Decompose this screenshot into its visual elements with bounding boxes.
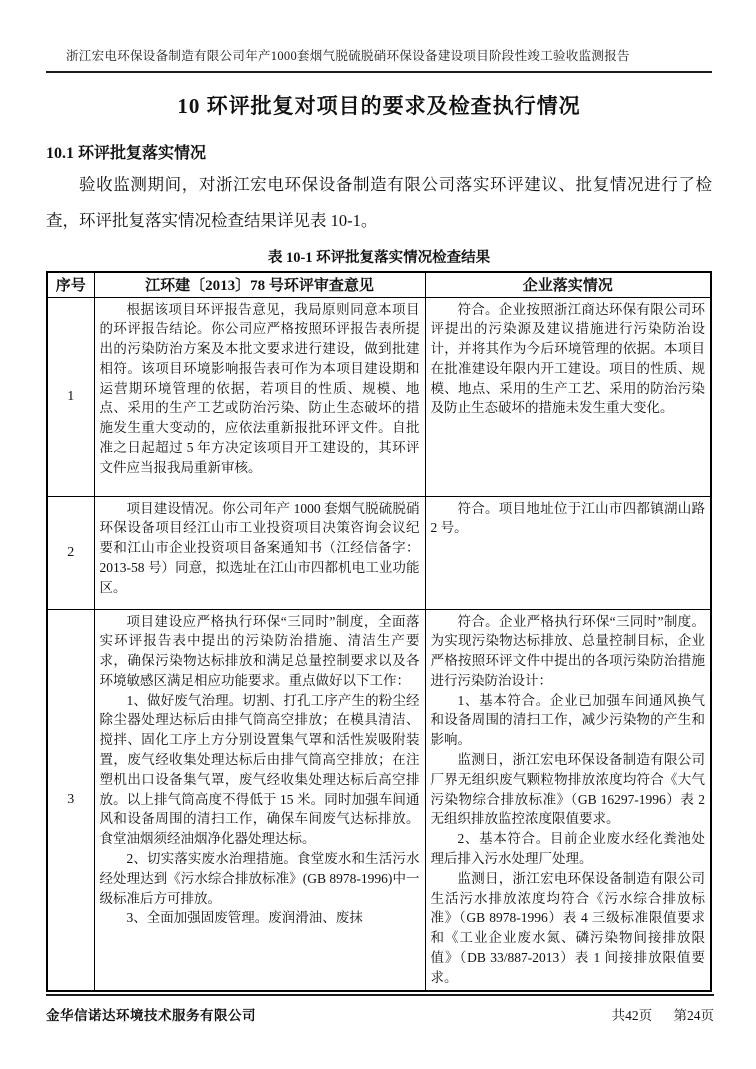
table-header-row <box>47 272 711 297</box>
footer-pagination <box>594 1004 714 1024</box>
footer-total-pages: 共42页 <box>611 1008 653 1023</box>
chapter-title: 10 环评批复对项目的要求及检查执行情况 <box>177 94 581 118</box>
header-implementation: 企业落实情况 <box>425 272 711 297</box>
page-footer <box>46 994 714 1024</box>
cell-paragraph: 1、基本符合。企业已加强车间通风换气和设备周围的清扫工作，减少污染物的产生和影响。 <box>430 692 705 748</box>
intro-paragraph: 验收监测期间，对浙江宏电环保设备制造有限公司落实环评建议、批复情况进行了检查，环评批复落实情况检查结果详见表 10-1。 <box>46 175 712 230</box>
cell-paragraph: 2、基本符合。目前企业废水经化粪池处理后排入污水处理厂处理。 <box>430 831 705 867</box>
cell-paragraph: 符合。项目地址位于江山市四都镇湖山路 2 号。 <box>430 500 705 536</box>
cell-paragraph: 3、全面加强固废管理。废润滑油、废抹 <box>126 910 363 926</box>
table-caption: 表 10-1 环评批复落实情况检查结果 <box>267 250 491 266</box>
cell-paragraph: 监测日，浙江宏电环保设备制造有限公司厂界无组织废气颗粒物排放浓度均符合《大气污染物综合排放标准》（GB 16297-1996）表 2 无组织排放监控浓度限值要求。 <box>430 752 705 827</box>
cell-paragraph: 项目建设应严格执行环保“三同时”制度，全面落实环评报告表中提出的污染防治措施、清洁生产要求，确保污染物达标排放和满足总量控制要求以及各环境敏感区满足相应功能要求。重点做好以下工作： <box>99 613 420 688</box>
table-row <box>47 297 711 496</box>
footer-page-number: 第24页 <box>673 1008 714 1023</box>
cell-paragraph: 项目建设情况。你公司年产 1000 套烟气脱硫脱硝环保设备项目经江山市工业投资项目决策咨询会议纪要和江山市企业投资项目备案通知书（江经信备字：2013-58 号）同意，拟选址在江山市四都机电工业功能区。 <box>99 500 420 595</box>
implementation-cell <box>425 609 711 991</box>
header-no: 序号 <box>47 272 94 297</box>
row-number: 1 <box>47 297 94 496</box>
cell-paragraph: 监测日，浙江宏电环保设备制造有限公司生活污水排放浓度均符合《污水综合排放标准》（GB 8978-1996）表 4 三级标准限值要求和《工业企业废水氮、磷污染物间接排放限值》（DB 33/887-2013）表 1 间接排放限值要求。 <box>430 870 705 985</box>
row-number: 3 <box>47 609 94 991</box>
footer-company: 金华信诺达环境技术服务有限公司 <box>46 1008 256 1023</box>
opinion-cell <box>94 297 425 496</box>
page-header: 浙江宏电环保设备制造有限公司年产1000套烟气脱硫脱硝环保设备建设项目阶段性竣工验收监测报告 <box>46 46 712 73</box>
cell-paragraph: 根据该项目环评报告意见，我局原则同意本项目的环评报告结论。你公司应严格按照环评报告表所提出的污染防治方案及本批文要求进行建设，做到批建相符。该项目环境影响报告表可作为本项目建设期和运营期环境管理的依据，若项目的性质、规模、地点、采用的生产工艺或防治污染、防止生态破坏的措施发生重大变动的，应依法重新报批环评文件。自批准之日起超过 5 年方决定该项目开工建设的，其环评文件应当报我局重新审核。 <box>99 301 420 475</box>
implementation-cell <box>425 297 711 496</box>
row-number: 2 <box>47 496 94 609</box>
cell-paragraph: 符合。企业按照浙江商达环保有限公司环评提出的污染源及建议措施进行污染防治设计，并将其作为今后环境管理的依据。本项目在批准建设年限内开工建设。项目的性质、规模、地点、采用的生产工艺、采用的防治污染及防止生态破坏的措施未发生重大变化。 <box>430 301 705 416</box>
cell-paragraph: 2、切实落实废水治理措施。食堂废水和生活污水经处理达到《污水综合排放标准》(GB 8978-1996)中一级标准后方可排放。 <box>99 851 420 906</box>
section-title: 10.1 环评批复落实情况 <box>46 145 207 162</box>
header-opinion: 江环建〔2013〕78 号环评审查意见 <box>94 272 425 297</box>
implementation-cell <box>425 496 711 609</box>
compliance-table <box>46 271 712 992</box>
opinion-cell <box>94 496 425 609</box>
cell-paragraph: 1、做好废气治理。切割、打孔工序产生的粉尘经除尘器处理达标后由排气筒高空排放；在模具清洁、搅拌、固化工序上方分别设置集气罩和活性炭吸附装置，废气经收集处理达标后由排气筒高空排放；在注塑机出口设备集气罩，废气经收集处理达标后高空排放。以上排气筒高度不得低于 15 米。同时加强车间通风和设备周围的清扫工作，确保车间废气达标排放。食堂油烟须经油烟净化器处理达标。 <box>99 692 420 847</box>
cell-paragraph: 符合。企业严格执行环保“三同时”制度。为实现污染物达标排放、总量控制目标，企业严格按照环评文件中提出的各项污染防治措施进行污染防治设计： <box>430 613 705 688</box>
opinion-cell <box>94 609 425 991</box>
table-row <box>47 496 711 609</box>
table-row <box>47 609 711 991</box>
